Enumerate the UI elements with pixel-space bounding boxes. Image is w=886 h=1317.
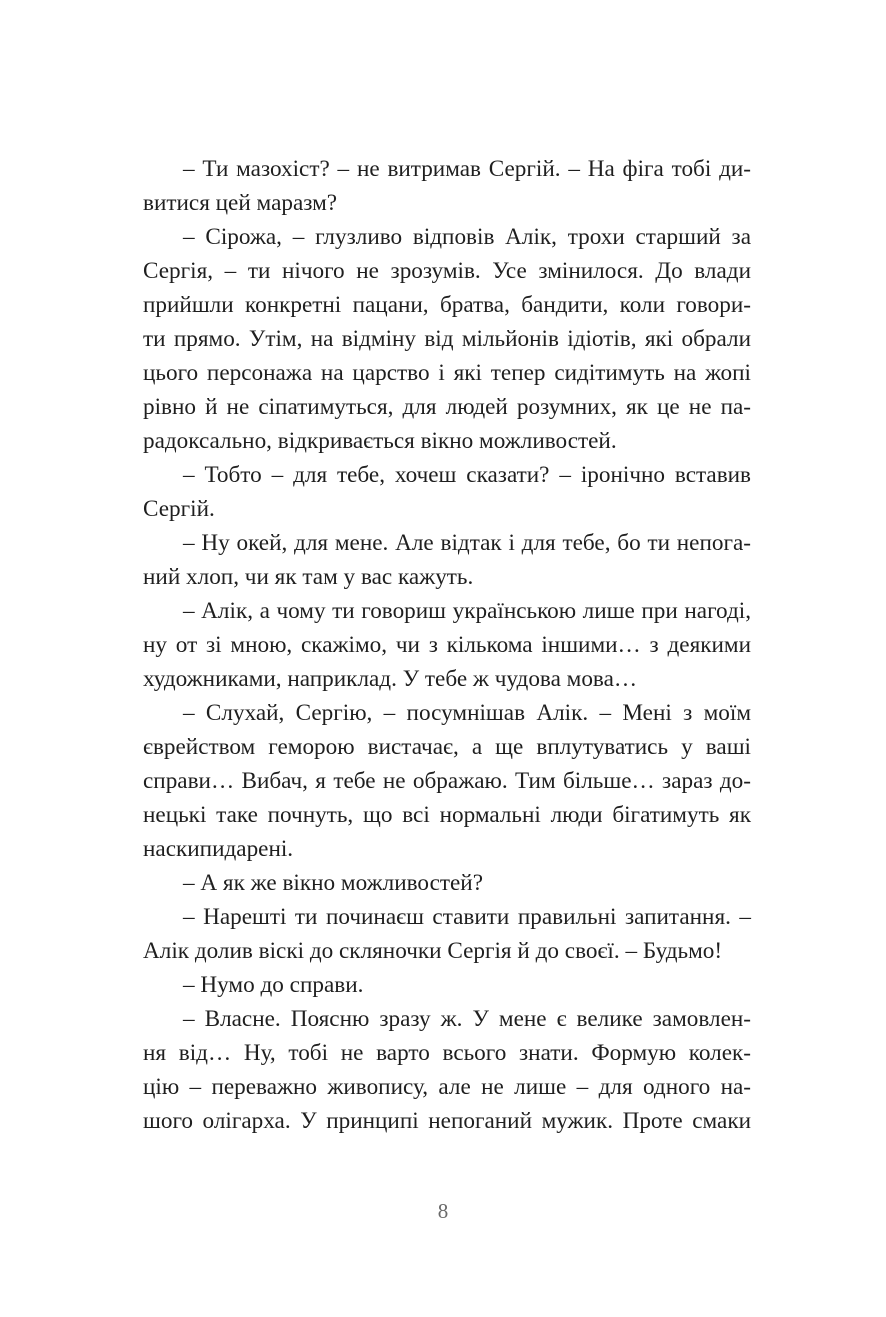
- text-line: – Сірожа, – глузливо відповів Алік, трохи старший за: [183, 224, 751, 250]
- page-number: 8: [437, 1199, 449, 1223]
- text-line: єврейством геморою вистачає, а ще вплутуватись у ваші: [143, 734, 751, 760]
- text-line: рівно й не сіпатимуться, для людей розумних, як це не па-: [143, 394, 751, 420]
- text-line: наскипидарені.: [143, 836, 294, 862]
- text-line: – Слухай, Сергію, – посумнішав Алік. – Мені з моїм: [183, 700, 751, 726]
- text-line: – Алік, а чому ти говориш українською лише при нагоді,: [183, 598, 751, 624]
- text-line: радоксально, відкривається вікно можливостей.: [143, 428, 617, 454]
- text-line: Сергія, – ти нічого не зрозумів. Усе змінилося. До влади: [143, 258, 751, 284]
- text-line: цію – переважно живопису, але не лише – для одного на-: [143, 1074, 751, 1100]
- text-line: нецькі таке почнуть, що всі нормальні люди бігатимуть як: [143, 802, 751, 828]
- text-line: цього персонажа на царство і які тепер сидітимуть на жопі: [143, 360, 751, 386]
- text-line: – А як же вікно можливостей?: [183, 870, 483, 896]
- text-line: – Власне. Поясню зразу ж. У мене є велике замовлен-: [183, 1006, 751, 1032]
- text-line: шого олігарха. У принципі непоганий мужик. Проте смаки: [143, 1108, 751, 1134]
- text-line: ти прямо. Утім, на відміну від мільйонів ідіотів, які обрали: [143, 326, 751, 352]
- text-line: справи… Вибач, я тебе не ображаю. Тим більше… зараз до-: [143, 768, 751, 794]
- text-line: – Нарешті ти починаєш ставити правильні запитання. –: [183, 904, 751, 930]
- text-line: Сергій.: [143, 496, 215, 522]
- text-line: прийшли конкретні пацани, братва, бандити, коли говори-: [143, 292, 751, 318]
- text-line: – Ти мазохіст? – не витримав Сергій. – На фіга тобі ди-: [183, 156, 751, 182]
- text-line: Алік долив віскі до скляночки Сергія й до своєї. – Будьмо!: [143, 938, 723, 964]
- text-line: ня від… Ну, тобі не варто всього знати. Формую колек-: [143, 1040, 751, 1066]
- text-line: ний хлоп, чи як там у вас кажуть.: [143, 564, 474, 590]
- text-line: витися цей маразм?: [143, 190, 338, 216]
- text-line: ну от зі мною, скажімо, чи з кількома іншими… з деякими: [143, 632, 751, 658]
- text-line: художниками, наприклад. У тебе ж чудова мова…: [143, 666, 638, 692]
- body-text: [143, 152, 751, 1138]
- text-line: – Тобто – для тебе, хочеш сказати? – іронічно вставив: [183, 462, 751, 488]
- text-line: – Нумо до справи.: [183, 972, 364, 998]
- text-line: – Ну окей, для мене. Але відтак і для тебе, бо ти непога-: [183, 530, 751, 556]
